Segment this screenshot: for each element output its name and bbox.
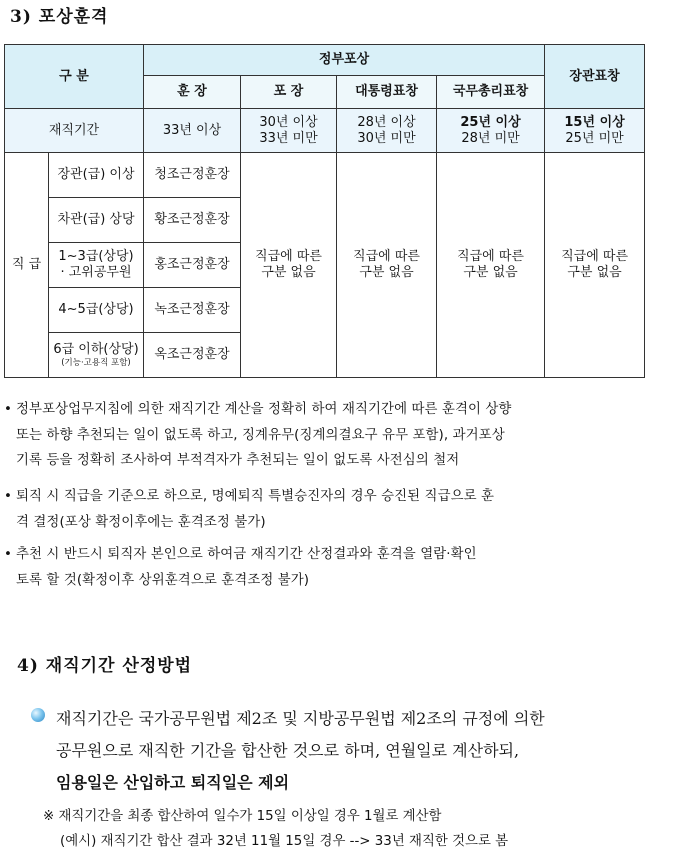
badge-no-distinction: 직급에 따른 구분 없음 bbox=[241, 153, 337, 378]
pm-no-distinction: 직급에 따른 구분 없음 bbox=[437, 153, 545, 378]
bullet-marker: • bbox=[4, 547, 12, 562]
rank-2: 차관(급) 상당 bbox=[49, 198, 144, 243]
service-minister: 15년 이상 25년 미만 bbox=[545, 109, 645, 153]
rank-1: 장관(급) 이상 bbox=[49, 153, 144, 198]
header-president-citation: 대통령표창 bbox=[337, 76, 437, 109]
header-category: 구 분 bbox=[5, 45, 144, 109]
bullet-marker: • bbox=[4, 402, 12, 417]
minister-no-distinction: 직급에 따른 구분 없음 bbox=[545, 153, 645, 378]
blue-bullet-icon bbox=[31, 708, 45, 722]
rank-label: 직 급 bbox=[5, 153, 49, 378]
service-calc-paragraph: 재직기간은 국가공무원법 제2조 및 지방공무원법 제2조의 규정에 의한 공무원으로 재직한 기간을 합산한 것으로 하며, 연월일로 계산하되, 임용일은 산입하고 퇴직일은 제외 bbox=[56, 709, 545, 792]
service-pm: 25년 이상 28년 미만 bbox=[437, 109, 545, 153]
service-president: 28년 이상 30년 미만 bbox=[337, 109, 437, 153]
header-government-award: 정부포상 bbox=[144, 45, 545, 76]
bullet-text: 추천 시 반드시 퇴직자 본인으로 하여금 재직기간 산정결과와 훈격을 열람·확인 토록 할 것(확정이후 상위훈격으로 훈격조정 불가) bbox=[16, 547, 477, 588]
note-text: ※ 재직기간을 최종 합산하여 일수가 15일 이상일 경우 1월로 계산함 bbox=[43, 809, 442, 824]
service-medal: 33년 이상 bbox=[144, 109, 241, 153]
medal-5: 옥조근정훈장 bbox=[144, 333, 241, 378]
header-medal: 훈 장 bbox=[144, 76, 241, 109]
medal-4: 녹조근정훈장 bbox=[144, 288, 241, 333]
medal-1: 청조근정훈장 bbox=[144, 153, 241, 198]
medal-3: 홍조근정훈장 bbox=[144, 243, 241, 288]
header-minister-award: 장관표창 bbox=[545, 45, 645, 109]
section-4-title: 4) 재직기간 산정방법 bbox=[17, 656, 193, 676]
president-no-distinction: 직급에 따른 구분 없음 bbox=[337, 153, 437, 378]
service-badge: 30년 이상 33년 미만 bbox=[241, 109, 337, 153]
medal-2: 황조근정훈장 bbox=[144, 198, 241, 243]
header-pm-citation: 국무총리표창 bbox=[437, 76, 545, 109]
rank-4: 4~5급(상당) bbox=[49, 288, 144, 333]
award-grade-table bbox=[4, 44, 645, 378]
rank-5: 6급 이하(상당) (기능·고용직 포함) bbox=[49, 333, 144, 378]
example-text: (예시) 재직기간 합산 결과 32년 11월 15일 경우 --> 33년 재직한 것으로 봄 bbox=[60, 834, 509, 849]
section-3-title: 3) 포상훈격 bbox=[10, 7, 109, 27]
bullet-text: 퇴직 시 직급을 기준으로 하으로, 명예퇴직 특별승진자의 경우 승진된 직급으로 훈 격 결정(포상 확정이후에는 훈격조정 불가) bbox=[16, 489, 495, 530]
header-badge: 포 장 bbox=[241, 76, 337, 109]
service-period-label: 재직기간 bbox=[5, 109, 144, 153]
bullet-marker: • bbox=[4, 489, 12, 504]
bullet-text: 정부포상업무지침에 의한 재직기간 계산을 정확히 하여 재직기간에 따른 훈격이 상향 또는 하향 추천되는 일이 없도록 하고, 징계유무(징계의결요구 유무 포함), 과거포상 기록 등을 정확히 조사하여 부적격자가 추천되는 일이 없도록 사전심의 철저 bbox=[16, 402, 512, 468]
rank-3: 1~3급(상당) · 고위공무원 bbox=[49, 243, 144, 288]
